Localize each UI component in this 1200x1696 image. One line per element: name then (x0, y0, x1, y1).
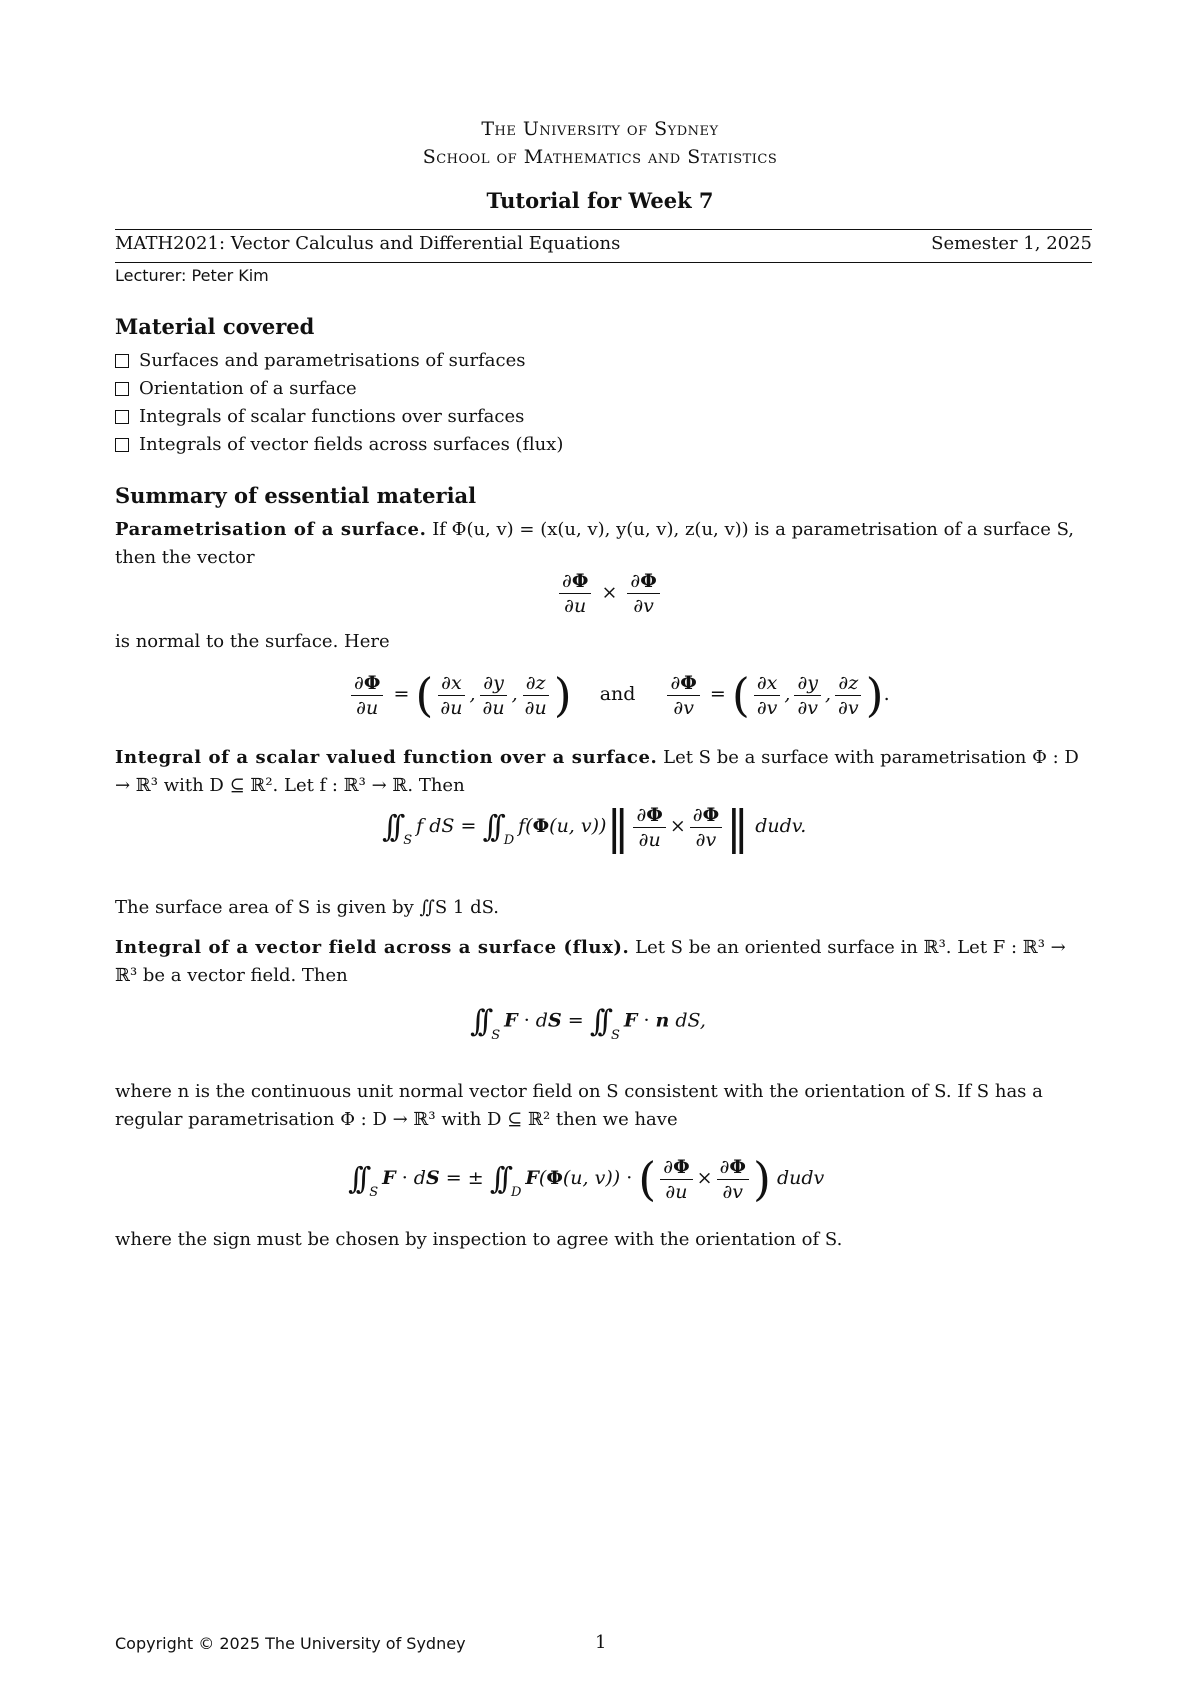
material-item: Orientation of a surface (115, 378, 357, 399)
top-rule (115, 229, 1092, 230)
university-name: The University of Sydney (481, 118, 719, 140)
scalar-text: Let S be a surface with parametrisation Φ : D → ℝ³ with D ⊆ ℝ². Let f : ℝ³ → ℝ. Then (115, 747, 1079, 796)
scalar-paragraph (115, 744, 1092, 800)
scalar-title: Integral of a scalar valued function over a surface. (115, 747, 658, 768)
material-item: Integrals of scalar functions over surfaces (115, 406, 524, 427)
normal-text: is normal to the surface. Here (115, 631, 390, 652)
surface-area-text: The surface area of S is given by ∬S 1 dS. (115, 897, 500, 918)
parametrisation-text: If Φ(u, v) = (x(u, v), y(u, v), z(u, v)) is a parametrisation of a surface S, then the vector (115, 519, 1074, 568)
summary-heading: Summary of essential material (115, 483, 477, 508)
page-number: 1 (595, 1632, 607, 1653)
copyright: Copyright © 2025 The University of Sydney (115, 1634, 466, 1653)
flux-text: Let S be an oriented surface in ℝ³. Let F : ℝ³ → ℝ³ be a vector field. Then (115, 937, 1066, 986)
bottom-rule (115, 262, 1092, 263)
tutorial-title: Tutorial for Week 7 (486, 188, 714, 213)
normal-vector-equation: $\frac{\partial\Phi}{\partial u}$ × $\frac{\partial\Phi}{\partial v}$ (555, 570, 664, 617)
course-name: MATH2021: Vector Calculus and Differential Equations (115, 233, 621, 254)
orientation-text: where n is the continuous unit normal vector field on S consistent with the orientation of S. If S has a regular parametrisation Φ : D → ℝ³ with D ⊆ ℝ² then we have (115, 1081, 1043, 1130)
flux-title: Integral of a vector field across a surface (flux). (115, 937, 630, 958)
checkbox-icon (115, 354, 129, 368)
flux-paragraph (115, 934, 1092, 990)
lecturer: Lecturer: Peter Kim (115, 266, 269, 285)
scalar-integral-equation: ∫∫ $_S$f dS = ∫∫ $_D$f(Φ(u, v))‖ $\frac{\partial\Phi}{\partial u}$ × $\frac{\partial\Phi}{\partial v}$ ‖ dudv. (382, 800, 807, 854)
flux-parametrised-equation: ∫∫ $_S$F · dS = ± ∫∫ $_D$F(Φ(u, v)) · ( $\frac{\partial\Phi}{\partial u}$ × $\frac{\partial\Phi}{\partial v}$ ) dudv (348, 1152, 825, 1206)
material-item: Integrals of vector fields across surfaces (flux) (115, 434, 563, 455)
material-heading: Material covered (115, 314, 315, 339)
and-word: and (599, 683, 636, 705)
semester: Semester 1, 2025 (931, 233, 1092, 254)
checkbox-icon (115, 438, 129, 452)
partial-derivatives-equation: $\frac{\partial\Phi}{\partial u}$ = ( $\frac{\partial x}{\partial u}$ , $\frac{\partial y}{\partial u}$ , $\frac{\partial z}{\partial u}$ ) and $\frac{\partial\Phi}{\partial v}$ = ( $\frac{\partial x}{\partial v}$ , $\frac{\partial y}{\partial v}$ , $\frac{\partial z}{\partial v}$ ). (347, 668, 890, 722)
parametrisation-title: Parametrisation of a surface. (115, 519, 427, 540)
material-item: Surfaces and parametrisations of surfaces (115, 350, 525, 371)
parametrisation-paragraph (115, 516, 1092, 572)
checkbox-icon (115, 410, 129, 424)
school-name: School of Mathematics and Statistics (422, 146, 778, 168)
sign-text: where the sign must be chosen by inspection to agree with the orientation of S. (115, 1229, 843, 1250)
checkbox-icon (115, 382, 129, 396)
flux-definition-equation: ∫∫ $_S$F · dS = ∫∫ $_S$F · n dS, (470, 1004, 706, 1043)
